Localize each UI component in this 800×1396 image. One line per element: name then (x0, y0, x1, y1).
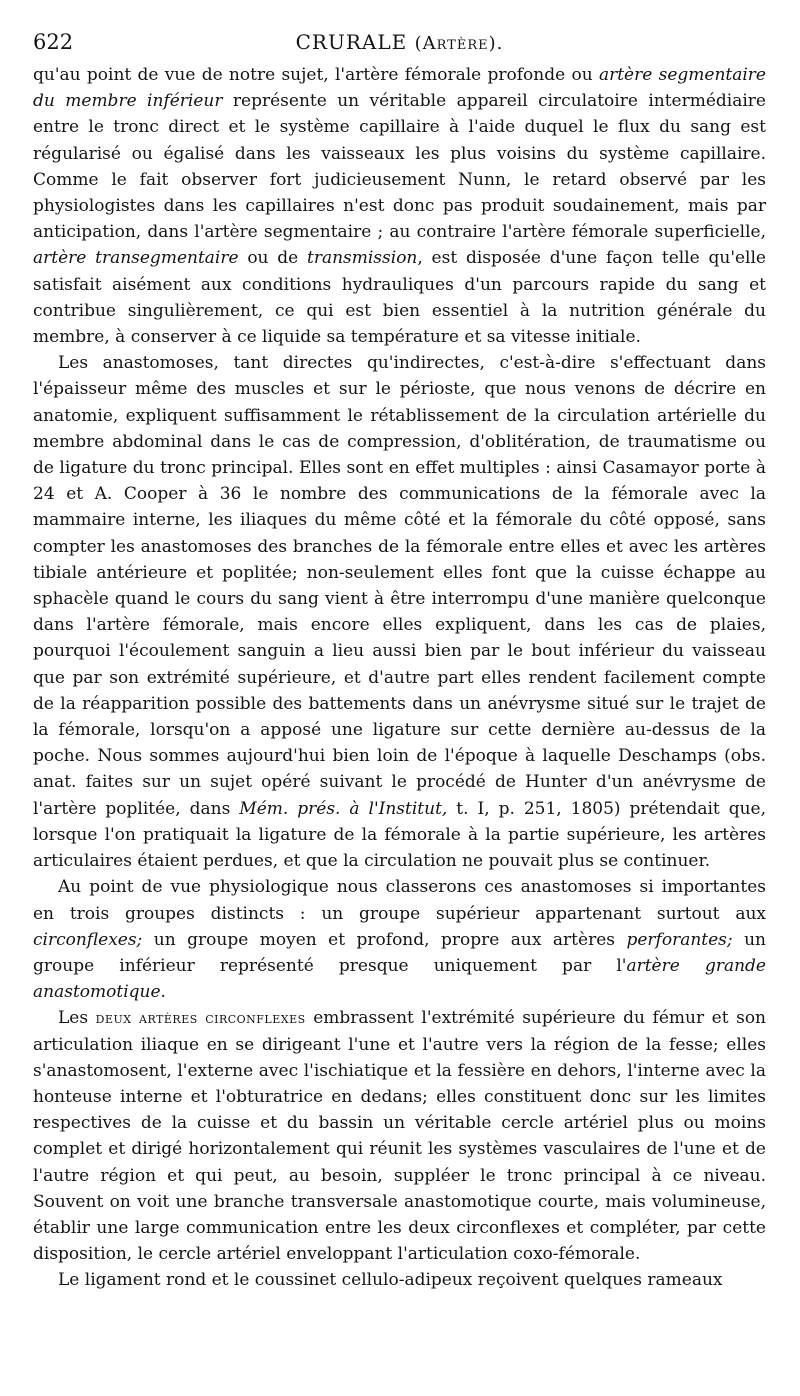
text-run: Le ligament rond et le coussinet cellulo-adipeux reçoivent quelques rameaux (58, 1270, 723, 1291)
running-title-main: CRURALE (295, 30, 408, 54)
text-run: qu'au point de vue de notre sujet, l'artère fémorale profonde ou (33, 65, 599, 85)
small-caps-term: deux artères circonflexes (95, 1009, 306, 1028)
page-number: 622 (33, 30, 74, 54)
italic-term: artère segmentaire du membre inférieur (33, 65, 766, 112)
text-run: . (160, 982, 166, 1003)
paragraph-1 (33, 62, 766, 350)
running-title-subtitle: (Artère). (414, 33, 504, 54)
text-run: représente un véritable appareil circulatoire intermédiaire entre le tronc direct et le système capillaire à l'aide duquel le flux du sang est régularisé ou égalisé dans les vaisseaux les plus voisins du système capillaire. Comme le fait observer fort judicieusement Nunn, le retard observé par les physiologistes dans les capillaires n'est donc pas produit soudainement, mais par anticipation, dans l'artère segmentaire ; au contraire l'artère fémorale superficielle, (33, 91, 766, 243)
italic-term: artère grande anastomotique (33, 955, 766, 1003)
paragraph-2 (33, 350, 766, 874)
text-run: un groupe moyen et profond, propre aux artères (142, 929, 627, 950)
document-page (33, 28, 766, 1388)
paragraph-4 (33, 1005, 766, 1267)
text-run: embrassent l'extrémité supérieure du fémur et son articulation iliaque en se dirigeant l'une et l'autre vers la région de la fesse; elles s'anastomosent, l'externe avec l'ischiatique et la fessière en dehors, l'interne avec la honteuse interne et l'obturatrice en dedans; elles constituent donc sur les limites respectives de la cuisse et du bassin un véritable cercle artériel plus ou moins complet et dirigé horizontalement qui réunit les systèmes vasculaires de l'une et de l'autre région et qui peut, au besoin, suppléer le tronc principal à ce niveau. Souvent on voit une branche transversale anastomotique courte, mais volumineuse, établir une large communication entre les deux circonflexes et compléter, par cette disposition, le cercle artériel enveloppant l'articulation coxo-fémorale. (33, 1008, 766, 1265)
text-run: un groupe inférieur représenté presque uniquement par l' (33, 929, 766, 976)
text-run: , est disposée d'une façon telle qu'elle satisfait aisément aux conditions hydrauliques d'un parcours rapide du sang et contribue singulièrement, ce qui est bien essentiel à la nutrition générale du membre, à conserver à ce liquide sa température et sa vitesse initiale. (33, 248, 766, 348)
text-run: t. I, p. 251, 1805) prétendait que, lorsque l'on pratiquait la ligature de la fémorale à la partie supérieure, les artères articulaires étaient perdues, et que la circulation ne pouvait plus se continuer. (33, 798, 766, 872)
text-run: Les anastomoses, tant directes qu'indirectes, c'est-à-dire s'effectuant dans l'épaisseur même des muscles et sur le périoste, que nous venons de décrire en anatomie, expliquent suffisamment le rétablissement de la circulation artérielle du membre abdominal dans le cas de compression, d'oblitération, de traumatisme ou de ligature du tronc principal. Elles sont en effet multiples : ainsi Casamayor porte à 24 et A. Cooper à 36 le nombre des communications de la fémorale avec la mammaire interne, les iliaques du même côté et la fémorale du côté opposé, sans compter les anastomoses des branches de la fémorale entre elles et avec les artères tibiale antérieure et poplitée; non-seulement elles font que la cuisse échappe au sphacèle quand le cours du sang vient à être interrompu d'une manière quelconque dans l'artère fémorale, mais encore elles expliquent, dans les cas de plaies, pourquoi l'écoulement sanguin a lieu aussi bien par le bout inférieur du vaisseau que par son extrémité supérieure, et d'autre part elles rendent facilement compte de la réapparition possible des battements dans un anévrysme situé sur le trajet de la fémorale, lorsqu'on a apposé une ligature sur cette dernière au-dessus de la poche. Nous sommes aujourd'hui bien loin de l'époque à laquelle Deschamps (obs. anat. faites sur un sujet opéré suivant le procédé de Hunter d'un anévrysme de l'artère poplitée, dans (33, 353, 766, 819)
text-run: Les (58, 1008, 96, 1029)
italic-term: artère transegmentaire (33, 248, 239, 269)
paragraph-3 (33, 874, 766, 1005)
italic-term: circonflexes; (33, 929, 143, 950)
body-text (33, 62, 766, 1294)
italic-citation: Mém. prés. à l'Institut, (239, 798, 448, 819)
text-run: ou de (238, 248, 307, 269)
italic-term: transmission (306, 248, 418, 269)
italic-term: perforantes; (626, 929, 733, 950)
running-title (33, 30, 766, 54)
paragraph-5 (33, 1267, 766, 1293)
page-header (33, 28, 766, 62)
text-run: Au point de vue physiologique nous classerons ces anastomoses si importantes en trois groupes distincts : un groupe supérieur appartenant surtout aux (33, 877, 766, 924)
